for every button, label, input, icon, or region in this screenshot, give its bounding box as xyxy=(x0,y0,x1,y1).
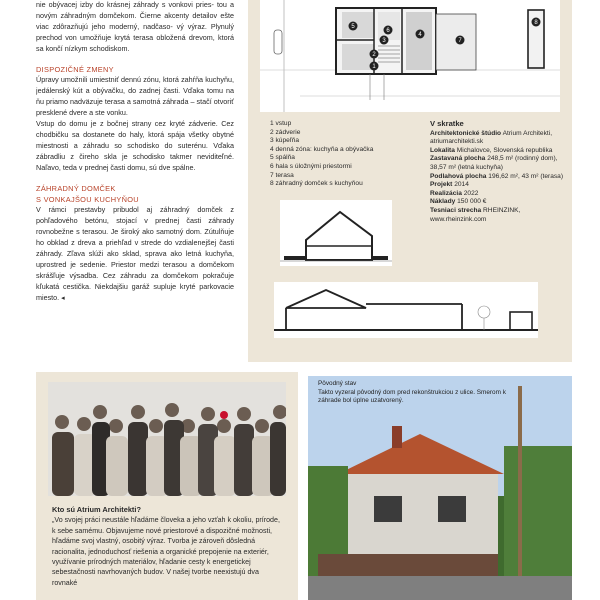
plan-marker xyxy=(380,36,389,45)
garden-house-paragraph: V rámci prestavby pribudol aj záhradný domček z pohľadového betónu, stojací v prednej časti záhrady rovnobežne s terasou. Je široký ako samotný dom. Zútulňuje ho obklad z dreva a priehľad v strede do vzdialenejšej časti záhrady. Zľava slúži ako sklad, sprava ako letná kuchyňa, uprostred je sedenie. Priestor medzi terasou a domčekom skrášľuje výsadba. Cez záhradu za domčekom pokračuje kľukatá cestička. Niekdajšiu garáž supluje kryté parkovacie miesto. ◂ xyxy=(36,205,234,302)
team-box xyxy=(36,372,298,600)
plan-marker xyxy=(456,36,465,45)
team-quote: „Vo svojej práci neustále hľadáme človeka a jeho vzťah k okoliu, prírode, k sebe samému. Objavujeme nové priestorové a dispozičné možnosti, hľadáme svoj vlastný, osobitý výraz. Tvorba je zároveň dôsledná racionalita, jednoduchosť riešenia a organické prepojenie na exteriér, využívanie prírodných materiálov, hľadanie cesty k energetickej sebestačnosti navrhovaných budov. V našej tvorbe neexistujú dva rovnaké xyxy=(52,516,280,587)
floor-plan xyxy=(260,0,560,112)
svg-text:3: 3 xyxy=(382,38,386,45)
legend-item: 6 hala s úložnými priestormi xyxy=(270,162,352,170)
legend-item: 1 vstup xyxy=(270,120,292,127)
intro-line: obložená drevom, ktorá sa končí nízkym schodiskom. xyxy=(36,32,234,53)
fact-project: Projekt 2014 xyxy=(430,181,469,189)
team-description xyxy=(52,505,284,588)
legend-item: 5 spálňa xyxy=(270,154,295,162)
facts-title: V skratke xyxy=(430,119,464,128)
legend-item: 7 terasa xyxy=(270,171,294,179)
legend-item: 2 zádverie xyxy=(270,128,301,136)
plan-marker xyxy=(384,26,393,35)
svg-text:4: 4 xyxy=(418,32,422,39)
fact-location: Lokalita Michalovce, Slovenská republika xyxy=(430,146,553,154)
legend-item: 3 kúpeľňa xyxy=(270,137,300,145)
intro-line: vý výraz. Plynulý prechod von umožňuje krytá terasa xyxy=(36,21,234,42)
plan-legend xyxy=(270,120,420,189)
svg-text:7: 7 xyxy=(458,38,462,45)
legend-item: 4 denná zóna: kuchyňa a obývačka xyxy=(270,145,374,153)
house-photo-illustration xyxy=(308,376,572,600)
intro-line: nie obývacej izby do krásnej záhrady s vonkovi pries- xyxy=(36,0,214,9)
intro-line: detailov ešte viac zdôrazňujú jeho moderný, nadčaso- xyxy=(36,10,234,31)
original-house-photo xyxy=(308,376,572,600)
fact-studio: Architektonické štúdio Atrium Architekti, atriumarchitekti.sk xyxy=(430,129,553,146)
layout-paragraph-1: Úpravy umožnili umiestniť dennú zónu, ktorá zahŕňa kuchyňu, jedálenský kút a obývačku, do zadnej časti. Vďaka tomu na ňu priamo nadväzuje terasa a samotná záhrada – stačí otvoriť presklené dvere a ste vonku. xyxy=(36,75,234,118)
plan-marker xyxy=(370,50,379,59)
article-column xyxy=(36,0,234,372)
layout-paragraph-2: Vstup do domu je z bočnej strany cez kryté zádverie. Cez chodbičku sa dostanete do haly, ktorá spája všetky obytné miestnosti a záhradu so schodisko do suterénu. Vďaka zábradliu z čireho skla je schodisko takmer neviditeľné. Naľavo, teda v prednej časti domu, sú dve spálne. xyxy=(36,119,234,172)
fact-floor-area: Podlahová plocha 196,62 m², 43 m² (terasa) xyxy=(430,172,564,180)
section-heading-layout: DISPOZIČNÉ ZMENY xyxy=(36,64,114,74)
cross-section-drawing xyxy=(280,200,392,266)
svg-text:1: 1 xyxy=(372,64,376,71)
intro-paragraph xyxy=(36,0,234,55)
team-heading: Kto sú Atrium Architekti? xyxy=(52,505,141,514)
plan-marker xyxy=(349,22,358,31)
longitudinal-section-drawing xyxy=(274,282,538,338)
photo-caption xyxy=(318,380,518,406)
fact-cost: Náklady 150 000 € xyxy=(430,198,487,206)
plans-panel xyxy=(248,0,572,362)
svg-text:2: 2 xyxy=(372,52,376,59)
plan-marker xyxy=(532,18,541,27)
section-heading-garden-house: ZÁHRADNÝ DOMČEK S VONKAJŠOU KUCHYŇOU xyxy=(36,183,139,204)
plan-marker xyxy=(370,62,379,71)
fact-built-area: Zastavaná plocha 248,5 m² (rodinný dom), 38,57 m² (letná kuchyňa) xyxy=(430,155,558,171)
caption-title: Pôvodný stav xyxy=(318,380,357,387)
fact-realization: Realizácia 2022 xyxy=(430,189,479,197)
project-facts xyxy=(430,120,566,224)
svg-text:8: 8 xyxy=(534,20,538,27)
team-photo xyxy=(48,382,286,496)
caption-text: Takto vyzeral pôvodný dom pred rekonštrukciou z ulice. Smerom k záhrade bol úplne uzatvorený. xyxy=(318,388,506,405)
svg-text:6: 6 xyxy=(386,28,390,35)
svg-text:5: 5 xyxy=(351,24,355,31)
legend-item: 8 záhradný domček s kuchyňou xyxy=(270,180,363,188)
intro-line: tou a novým záhradným domčekom. Čierne akcenty xyxy=(36,0,234,20)
fact-roof: Tesniaci strecha RHEINZINK, www.rheinzink.com xyxy=(430,206,521,223)
plan-marker xyxy=(416,30,425,39)
